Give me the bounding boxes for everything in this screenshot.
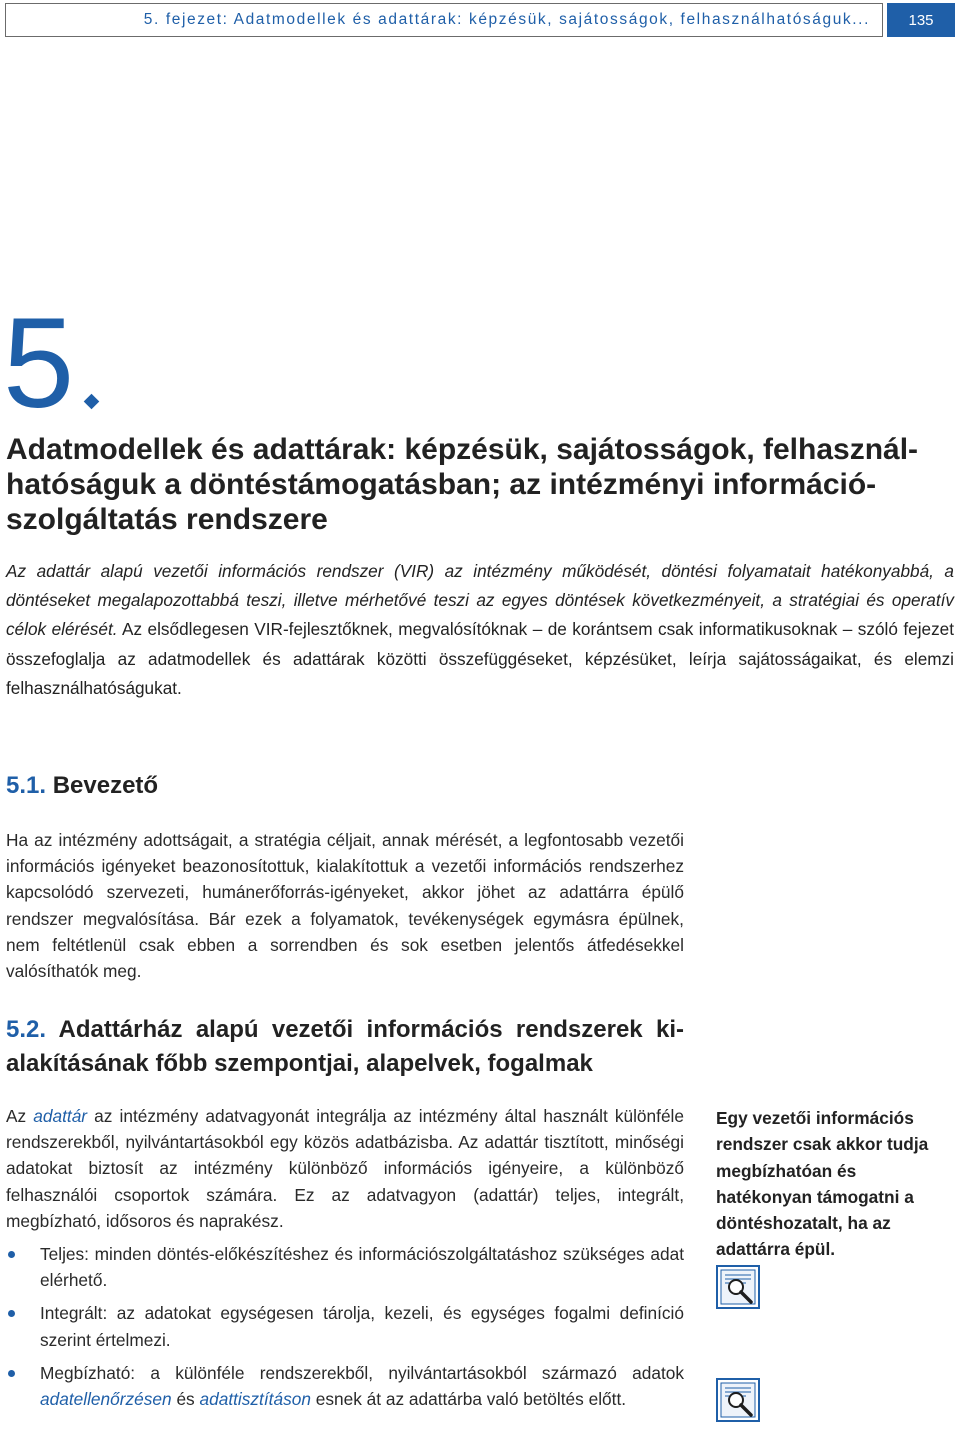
list-item-text: Integrált: az adatokat egységesen tárolja, kezeli, és egységes fogalmi definíció szerint értelmezi. [40,1303,684,1350]
paragraph-text: Az [6,1106,34,1126]
magnifier-document-icon [716,1378,760,1422]
section-number: 5.2. [6,1016,47,1043]
abstract-italic: Az adattár alapú vezetői információs rendszer (VIR) az intézmény működését, döntési folyamatait hatékonyabbá, a döntéseket megalapozottabbá teszi, illetve mérhetővé teszi az egyes döntések következményeit, a stratégiai és operatív célok elérését. [6,561,954,640]
chapter-title: Adatmodellek és adattárak: képzésük, sajátosságok, felhasználhatóságuk a döntéstámogatásban; az intézményi információszolgáltatás rendszere [6,433,919,536]
bullet-icon [8,1310,15,1317]
section-heading-5-2 [6,1013,684,1081]
chapter-number: 5 [3,292,71,435]
keyword-adattar: adattár [33,1106,88,1126]
chapter-diamond-icon [84,394,100,410]
section-heading-5-1 [6,769,158,803]
keyword-adatellenorzes: adatellenőrzésen [40,1389,172,1410]
margin-note: Egy vezetői információs rendszer csak akkor tudja megbízhatóan és hatékonyan támogatni a döntéshozatalt, ha az adattárra épül. [716,1108,929,1260]
abstract-rest: Az elsődlegesen VIR-fejlesztőknek, megvalósítóknak – de korántsem csak informatikusoknak – szóló fejezet összefoglalja az adatmodellek és adattárak közötti összefüggéseket, képzésüket, leírja sajátosságaikat, és elemzi felhasználhatóságukat. [6,619,954,698]
running-header [5,3,955,39]
section-number: 5.1. [6,772,47,799]
list-item-text: esnek át az adattárba való betöltés előtt. [310,1389,627,1410]
chapter-abstract [6,557,954,703]
bullet-list [6,1241,684,1419]
bullet-icon [8,1251,15,1258]
paragraph-text: az intézmény adatvagyonát integrálja az intézmény által használt különféle rendszerekből, nyilvántartásokból egy közös adatbázisba. Az adattár tisztított, minőségi adatokat biztosít az intézmény különböző információs igényeire, a különböző felhasználói csoportok számára. Ez az adatvagyon (adattár) teljes, integrált, megbízható, idősoros és naprakész. [6,1106,685,1231]
list-item-text: Teljes: minden döntés-előkészítéshez és információszolgáltatáshoz szükséges adat elérhető. [40,1244,684,1291]
list-item-text: Megbízható: a különféle rendszerekből, nyilvántartásokból származó adatok [40,1362,684,1383]
section-5-1-paragraph: Ha az intézmény adottságait, a stratégia céljait, annak mérését, a legfontosabb vezetői információs igényeket beazonosítottuk, kialakítottuk a vezetői információs rendszerhez kapcsolódó szervezeti, humánerőforrás-igényeket, akkor jöhet az adattárra épülő rendszer megvalósítása. Bár ezek a folyamatok, tevékenységek egymásra épülnek, nem feltétlenül csak ebben a sorrendben és sok esetben jelentős átfedésekkel valósíthatók meg. [6,830,684,982]
list-item [6,1300,684,1352]
magnifier-document-icon [716,1265,760,1309]
running-title: 5. fejezet: Adatmodellek és adattárak: képzésük, sajátosságok, felhasználhatóságuk... [5,3,883,37]
section-title: Adattárház alapú vezetői információs rendszerek kialakításának főbb szempontjai, alapelvek, fogalmak [6,1016,684,1077]
section-5-2-paragraph [6,1103,684,1234]
keyword-adattisztitas: adattisztításon [199,1389,311,1410]
section-title: Bevezető [52,772,159,799]
bullet-icon [8,1370,15,1377]
list-item-text: és [171,1389,200,1410]
list-item [6,1241,684,1293]
list-item [6,1360,684,1412]
page-number: 135 [887,3,955,37]
